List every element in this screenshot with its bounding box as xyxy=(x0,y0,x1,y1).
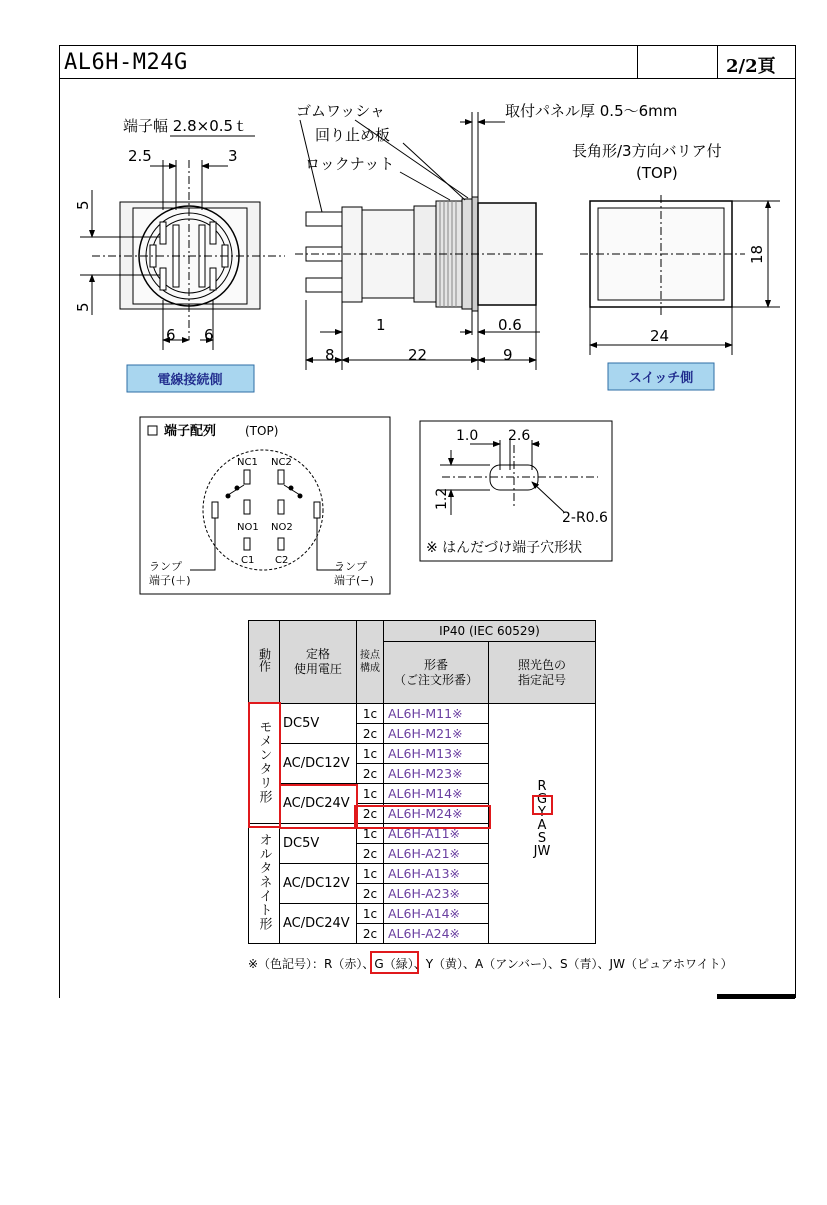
lock-nut-label: ロックナット xyxy=(305,155,395,173)
dim-5-top: 5 xyxy=(74,200,92,210)
dim-8: 8 xyxy=(325,346,335,364)
contact-cell: 1c xyxy=(357,784,384,804)
document-title: AL6H-M24G xyxy=(64,50,188,75)
terminal-width-label: 端子幅 2.8×0.5ｔ xyxy=(123,117,249,135)
dim-6-left: 6 xyxy=(166,326,176,344)
color-code: JW xyxy=(533,844,551,859)
no2-label: NO2 xyxy=(271,522,293,533)
panel-thickness-label: 取付パネル厚 0.5～6mm xyxy=(505,102,678,120)
alternate-label: オルタネイト形 xyxy=(256,833,272,931)
voltage-cell: AC/DC24V xyxy=(280,784,357,824)
alternate-cell xyxy=(249,824,280,944)
voltage-cell: AC/DC12V xyxy=(280,864,357,904)
dim-6-right: 6 xyxy=(204,326,214,344)
contact-cell: 2c xyxy=(357,724,384,744)
dim-18: 18 xyxy=(748,244,766,264)
switch-side-view xyxy=(580,195,780,355)
radius-label: 2-R0.6 xyxy=(562,510,608,526)
color-code: S xyxy=(537,831,547,846)
footnote-green: G（緑） xyxy=(374,957,414,971)
model-cell: AL6H-A24※ xyxy=(384,924,489,944)
dim-24: 24 xyxy=(650,327,670,345)
lamp-plus-label-1: ランプ xyxy=(149,560,182,573)
color-code: R xyxy=(537,779,547,794)
dim-2-6: 2.6 xyxy=(508,428,531,444)
model-cell: AL6H-A11※ xyxy=(384,824,489,844)
terminal-layout-top: (TOP) xyxy=(245,424,279,438)
header-color: 照光色の 指定記号 xyxy=(489,642,596,704)
no1-label: NO1 xyxy=(237,522,259,533)
voltage-cell: DC5V xyxy=(280,824,357,864)
highlight-color-g xyxy=(532,795,553,815)
wire-side-view xyxy=(80,136,285,350)
c1-label: C1 xyxy=(241,555,255,566)
model-cell: AL6H-M21※ xyxy=(384,724,489,744)
contact-cell: 2c xyxy=(357,924,384,944)
dim-0-6: 0.6 xyxy=(498,316,522,334)
header-action: 動作 xyxy=(249,621,280,704)
dim-1-2: 1.2 xyxy=(434,487,450,510)
color-code: A xyxy=(537,818,547,833)
model-cell: AL6H-A21※ xyxy=(384,844,489,864)
solder-hole-note: ※ はんだづけ端子穴形状 xyxy=(426,540,583,556)
color-footnote: ※（色記号）：R（赤）、G（緑）、Y（黄）、A（アンバー）、S（青）、JW（ピュアホワイト） xyxy=(248,957,733,971)
highlight-model-m24 xyxy=(354,805,491,829)
voltage-cell: AC/DC24V xyxy=(280,904,357,944)
lamp-minus-label-1: ランプ xyxy=(334,560,367,573)
wire-side-label: 電線接続側 xyxy=(157,373,223,388)
terminal-layout-title: 端子配列 xyxy=(164,424,217,439)
dim-9: 9 xyxy=(503,346,513,364)
contact-cell: 1c xyxy=(357,824,384,844)
top-view-label: (TOP) xyxy=(636,164,678,182)
page-number: 2/2頁 xyxy=(726,56,776,77)
model-cell: AL6H-M23※ xyxy=(384,764,489,784)
model-cell: AL6H-A23※ xyxy=(384,884,489,904)
highlight-momentary xyxy=(248,702,281,828)
dim-1-0: 1.0 xyxy=(456,428,479,444)
barrier-note-label: 長角形/3方向バリア付 xyxy=(572,142,722,160)
rubber-washer-label: ゴムワッシャ xyxy=(296,102,385,120)
dim-5-bottom: 5 xyxy=(74,302,92,312)
contact-cell: 1c xyxy=(357,744,384,764)
model-cell: AL6H-A14※ xyxy=(384,904,489,924)
dim-3: 3 xyxy=(228,147,238,165)
switch-side-label: スイッチ側 xyxy=(628,371,694,386)
header-voltage: 定格 使用電圧 xyxy=(280,621,357,704)
contact-cell: 1c xyxy=(357,904,384,924)
header-ip: IP40 (IEC 60529) xyxy=(384,621,596,642)
lamp-plus-label-2: 端子(＋) xyxy=(149,574,191,587)
contact-cell: 2c xyxy=(357,844,384,864)
color-code: Y xyxy=(538,805,546,820)
contact-cell: 2c xyxy=(357,804,384,824)
model-cell: AL6H-M11※ xyxy=(384,704,489,724)
contact-cell: 1c xyxy=(357,864,384,884)
contact-cell: 2c xyxy=(357,764,384,784)
nc1-label: NC1 xyxy=(237,457,258,468)
spec-table xyxy=(248,620,596,944)
dim-1: 1 xyxy=(376,316,386,334)
bottom-rule xyxy=(717,994,795,999)
c2-label: C2 xyxy=(275,555,289,566)
color-code: G xyxy=(536,792,548,807)
momentary-label: モメンタリ形 xyxy=(256,720,272,804)
header-model: 形番 （ご注文形番） xyxy=(384,642,489,704)
contact-cell: 2c xyxy=(357,884,384,904)
lamp-minus-label-2: 端子(−) xyxy=(334,574,374,587)
model-cell: AL6H-M13※ xyxy=(384,744,489,764)
voltage-cell: AC/DC12V xyxy=(280,744,357,784)
dim-2-5: 2.5 xyxy=(128,147,152,165)
voltage-cell: DC5V xyxy=(280,704,357,744)
nc2-label: NC2 xyxy=(271,457,292,468)
model-cell: AL6H-M14※ xyxy=(384,784,489,804)
dim-22: 22 xyxy=(408,346,428,364)
model-cell-selected: AL6H-M24※ xyxy=(384,804,489,824)
color-codes-cell xyxy=(489,704,596,944)
anti-rotation-label: 回り止め板 xyxy=(315,126,391,144)
contact-cell: 1c xyxy=(357,704,384,724)
highlight-acdc24v xyxy=(279,784,358,829)
model-cell: AL6H-A13※ xyxy=(384,864,489,884)
header-contact: 接点 構成 xyxy=(357,621,384,704)
